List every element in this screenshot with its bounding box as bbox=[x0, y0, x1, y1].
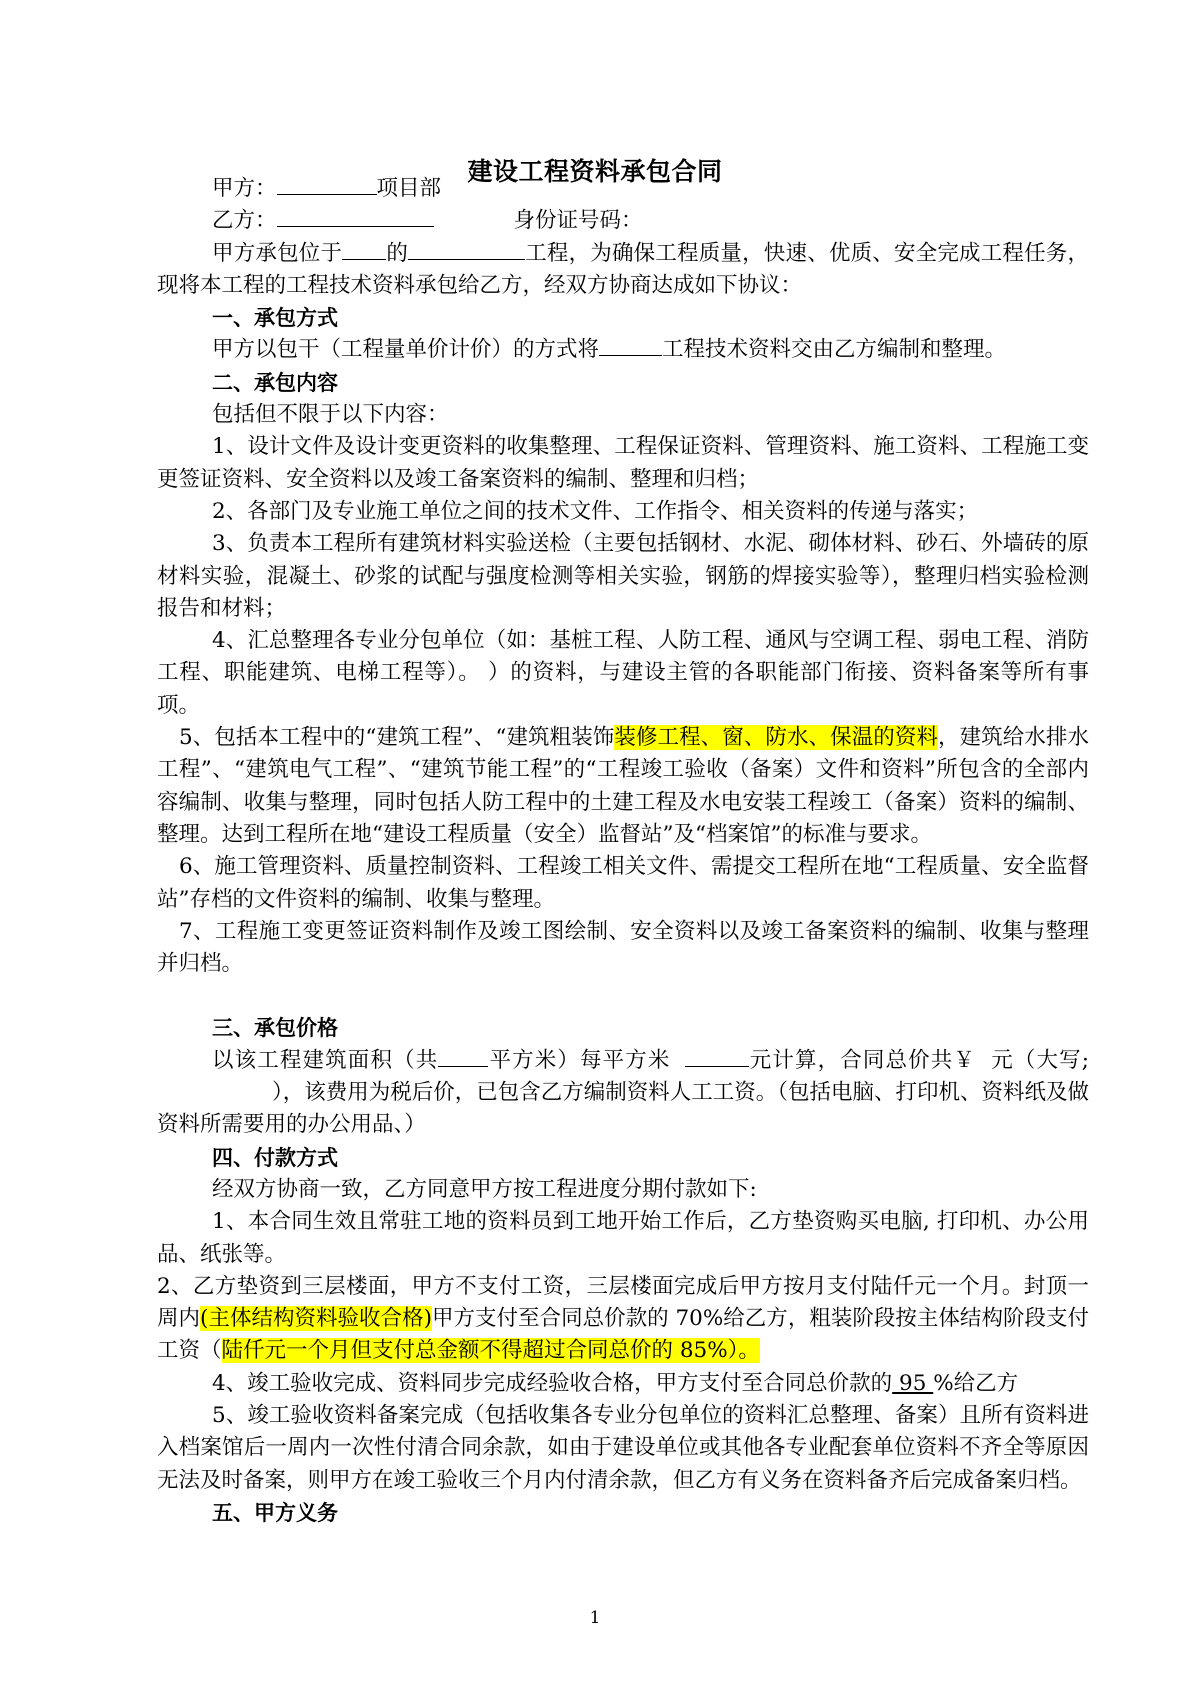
highlighted-text: 装修工程、窗、防水、保温的资料 bbox=[614, 725, 939, 751]
area-blank bbox=[438, 1045, 488, 1067]
location-blank bbox=[342, 238, 386, 260]
party-b-line bbox=[157, 205, 1089, 237]
party-a-suffix: 项目部 bbox=[376, 176, 442, 201]
section-2-item-2: 2、各部门及专业施工单位之间的技术文件、工作指令、相关资料的传递与落实； bbox=[212, 498, 979, 524]
project-blank bbox=[599, 334, 662, 356]
section-1-heading: 一、承包方式 bbox=[212, 306, 338, 331]
section-4-item-2: 2、乙方垫资到三层楼面，甲方不支付工资，三层楼面完成后甲方按月支付陆仟元一个月。封顶一周内(主体结构资料验收合格)甲方支付至合同总价款的 70%给乙方，粗装阶段按主体结构阶段支付工资（陆仟元一个月但支付总金额不得超过合同总价的 85%）。 bbox=[157, 1273, 1089, 1364]
section-2-heading: 二、承包内容 bbox=[212, 370, 338, 395]
section-2-item-1: 1、设计文件及设计变更资料的收集整理、工程保证资料、管理资料、施工资料、工程施工变更签证资料、安全资料以及竣工备案资料的编制、整理和归档； bbox=[157, 434, 1089, 492]
party-a-label: 甲方： bbox=[212, 176, 277, 201]
unit-price-blank bbox=[685, 1045, 749, 1067]
section-4-item-4: 4、竣工验收完成、资料同步完成经验收合格，甲方支付至合同总价款的 95 %给乙方 bbox=[212, 1370, 1019, 1396]
party-a-blank bbox=[277, 173, 377, 195]
section-3-heading: 三、承包价格 bbox=[212, 1016, 338, 1041]
section-2-item-4: 4、汇总整理各专业分包单位（如：基桩工程、人防工程、通风与空调工程、弱电工程、消防工程、职能建筑、电梯工程等）。 ）的资料，与建设主管的各职能部门衔接、资料备案等所有事项。 bbox=[157, 628, 1089, 718]
section-2-lead: 包括但不限于以下内容： bbox=[212, 402, 449, 428]
party-a-line bbox=[157, 173, 1089, 205]
highlighted-text: 陆仟元一个月但支付总金额不得超过合同总价的 85%）。 bbox=[221, 1338, 760, 1364]
contract-body bbox=[157, 173, 1089, 1529]
party-b-label: 乙方： bbox=[212, 208, 277, 234]
section-2-item-5: 5、包括本工程中的“建筑工程”、“建筑粗装饰装修工程、窗、防水、保温的资料，建筑给水排水工程”、“建筑电气工程”、“建筑节能工程”的“工程竣工验收（备案）文件和资料”所包含的全部内容编制、收集与整理，同时包括人防工程中的土建工程及水电安装工程竣工（备案）资料的编制、整理。达到工程所在地“建设工程质量（安全）监督站”及“档案馆”的标准与要求。 bbox=[157, 725, 1089, 847]
project-name-blank bbox=[408, 238, 525, 260]
section-4-item-5: 5、竣工验收资料备案完成（包括收集各专业分包单位的资料汇总整理、备案）且所有资料进入档案馆后一周内一次性付清合同余款，如由于建设单位或其他各专业配套单位资料不齐全等原因无法及时备案，则甲方在竣工验收三个月内付清余款，但乙方有义务在资料备齐后完成备案归档。 bbox=[157, 1402, 1089, 1493]
section-5-heading: 五、甲方义务 bbox=[212, 1500, 338, 1525]
section-4-lead: 经双方协商一致，乙方同意甲方按工程进度分期付款如下: bbox=[212, 1176, 757, 1202]
section-2-item-6: 6、施工管理资料、质量控制资料、工程竣工相关文件、需提交工程所在地“工程质量、安全监督站”存档的文件资料的编制、收集与整理。 bbox=[157, 854, 1089, 912]
percentage-value: 95 bbox=[892, 1370, 934, 1396]
section-4-heading: 四、付款方式 bbox=[212, 1145, 338, 1170]
section-2-item-7: 7、工程施工变更签证资料制作及竣工图绘制、安全资料以及竣工备案资料的编制、收集与整理并归档。 bbox=[157, 918, 1089, 977]
section-1-text: 甲方以包干（工程量单价计价）的方式将 工程技术资料交由乙方编制和整理。 bbox=[157, 334, 1089, 366]
highlighted-text: (主体结构资料验收合格) bbox=[200, 1306, 432, 1332]
page-number: 1 bbox=[589, 1608, 601, 1628]
section-2-item-3: 3、负责本工程所有建筑材料实验送检（主要包括钢材、水泥、砌体材料、砂石、外墙砖的原材料实验，混凝土、砂浆的试配与强度检测等相关实验，钢筋的焊接实验等），整理归档实验检测报告和材料； bbox=[157, 531, 1089, 621]
section-3-text: 以该工程建筑面积（共 平方米）每平方米 元计算，合同总价共￥ 元（大写;），该费用为税后价，已包含乙方编制资料人工工资。（包括电脑、打印机、资料纸及做资料所需要用的办公用品、） bbox=[157, 1045, 1089, 1142]
intro-paragraph: 甲方承包位于 的 工程，为确保工程质量，快速、优质、安全完成工程任务，现将本工程的工程技术资料承包给乙方，经双方协商达成如下协议： bbox=[157, 238, 1089, 303]
id-number-label: 身份证号码： bbox=[513, 208, 643, 234]
party-b-blank bbox=[277, 205, 434, 227]
document-title: 建设工程资料承包合同 bbox=[467, 157, 723, 186]
section-4-item-1: 1、本合同生效且常驻工地的资料员到工地开始工作后，乙方垫资购买电脑, 打印机、办公用品、纸张等。 bbox=[157, 1209, 1089, 1267]
